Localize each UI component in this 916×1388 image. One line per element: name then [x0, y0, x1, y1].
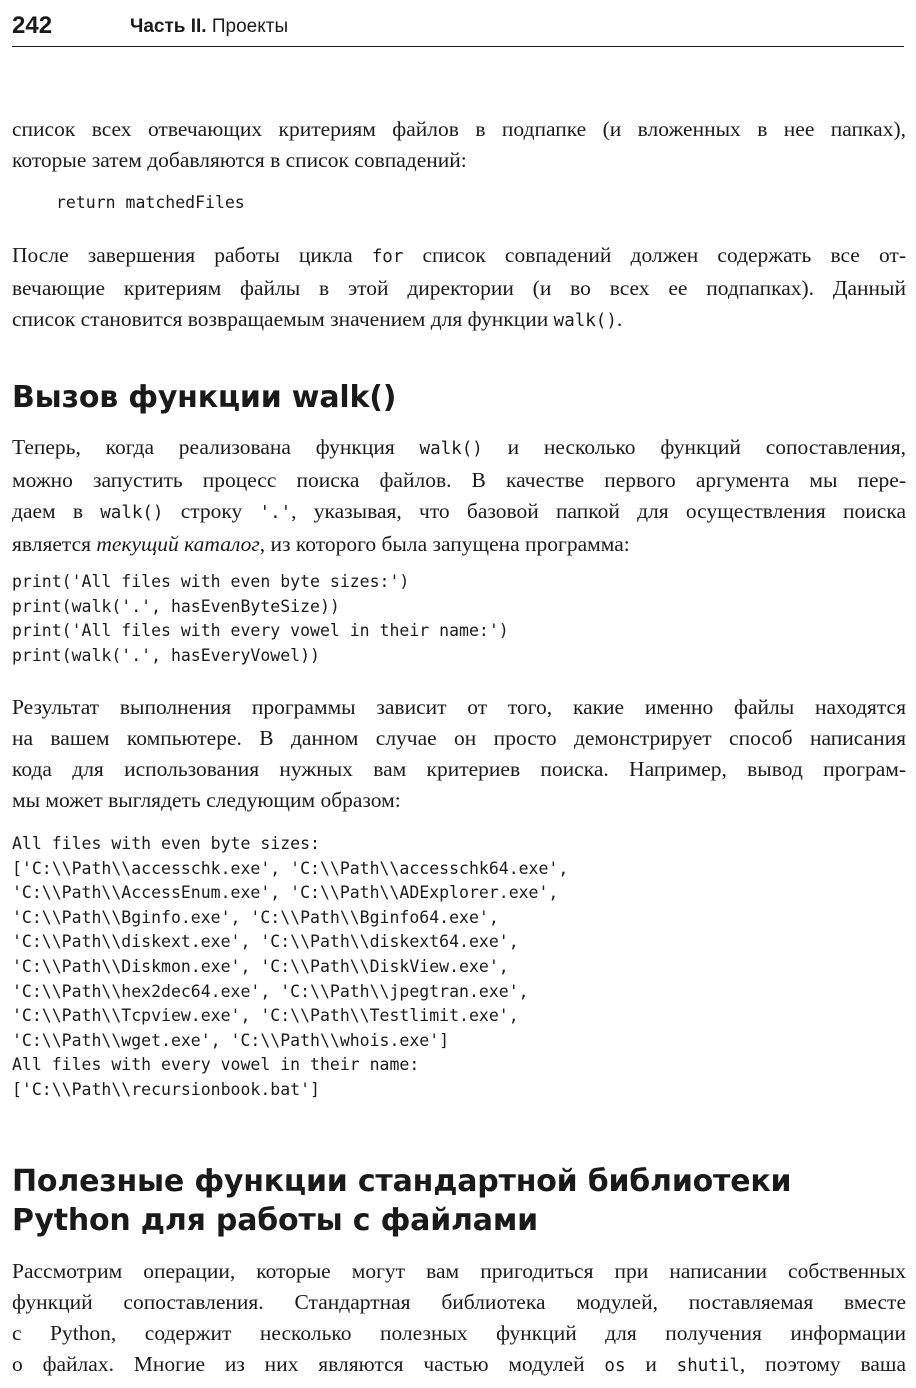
paragraph-line: вечающие критериям файлы в этой директории (и во всех ее подпапках). Данный: [12, 276, 906, 300]
code-line: 'C:\\Path\\Bginfo.exe', 'C:\\Path\\Bginfo64.exe',: [12, 907, 499, 927]
code-line: print(walk('.', hasEvenByteSize)): [12, 596, 340, 616]
part-label: [130, 16, 288, 38]
paragraph-line: является текущий каталог, из которого была запущена программа:: [12, 532, 630, 556]
paragraph-line: Результат выполнения программы зависит от того, какие именно файлы находятся: [12, 695, 906, 719]
paragraph-line: на вашем компьютере. В данном случае он просто демонстрирует способ написания: [12, 726, 906, 750]
paragraph-useful: [12, 1256, 906, 1382]
intro-paragraph: [12, 114, 906, 176]
paragraph-line: даем в walk() строку '.', указывая, что базовой папкой для осуществления поиска: [12, 499, 906, 523]
inline-code: os: [604, 1356, 626, 1376]
code-line: 'C:\\Path\\Diskmon.exe', 'C:\\Path\\DiskView.exe',: [12, 956, 509, 976]
code-output-block: [12, 832, 568, 1103]
code-line: print('All files with every vowel in their name:'): [12, 621, 509, 641]
inline-code: walk(): [419, 439, 483, 459]
inline-code: for: [371, 247, 404, 267]
code-line: All files with every vowel in their name:: [12, 1055, 420, 1075]
inline-code: walk(): [553, 311, 617, 331]
page-number: 242: [12, 12, 53, 39]
code-line: return matchedFiles: [56, 193, 245, 212]
paragraph-line: Рассмотрим операции, которые могут вам пригодиться при написании собственных: [12, 1259, 906, 1283]
inline-code: shutil: [676, 1356, 740, 1376]
running-header: [12, 12, 904, 47]
paragraph-after-loop: [12, 240, 906, 337]
part-label-title: Проекты: [206, 16, 289, 37]
code-line: 'C:\\Path\\AccessEnum.exe', 'C:\\Path\\ADExplorer.exe',: [12, 883, 559, 903]
code-line: 'C:\\Path\\wget.exe', 'C:\\Path\\whois.exe']: [12, 1030, 450, 1050]
inline-code: walk(): [100, 503, 164, 523]
code-line: 'C:\\Path\\diskext.exe', 'C:\\Path\\diskext64.exe',: [12, 932, 519, 952]
heading-line: Полезные функции стандартной библиотеки: [12, 1164, 792, 1199]
intro-line-2: которые затем добавляются в список совпадений:: [12, 148, 467, 172]
paragraph-line: функций сопоставления. Стандартная библиотека модулей, поставляемая вместе: [12, 1290, 906, 1314]
code-line: ['C:\\Path\\accesschk.exe', 'C:\\Path\\accesschk64.exe',: [12, 858, 569, 878]
code-line: 'C:\\Path\\Tcpview.exe', 'C:\\Path\\Testlimit.exe',: [12, 1006, 519, 1026]
code-line: ['C:\\Path\\recursionbook.bat']: [12, 1079, 320, 1099]
paragraph-line: После завершения работы цикла for список совпадений должен содержать все от-: [12, 243, 906, 267]
code-return: [56, 191, 245, 216]
code-line: print(walk('.', hasEveryVowel)): [12, 645, 320, 665]
inline-code: '.': [259, 503, 292, 523]
intro-line-1: список всех отвечающих критериям файлов в подпапке (и вложенных в нее папках),: [12, 117, 906, 141]
section-heading-walk: Вызов функции walk(): [12, 380, 397, 415]
paragraph-result: [12, 692, 906, 816]
code-line: print('All files with even byte sizes:'): [12, 572, 410, 591]
paragraph-line: мы может выглядеть следующим образом:: [12, 788, 401, 812]
heading-line: Python для работы с файлами: [12, 1203, 538, 1238]
section-heading-useful-functions: [12, 1162, 906, 1240]
paragraph-line: можно запустить процесс поиска файлов. В качестве первого аргумента мы пере-: [12, 468, 906, 492]
code-print-block: [12, 570, 509, 668]
emphasis: текущий каталог: [96, 532, 260, 556]
part-label-bold: Часть II.: [130, 16, 207, 37]
paragraph-line: кода для использования нужных вам критериев поиска. Например, вывод програм-: [12, 757, 906, 781]
code-line: 'C:\\Path\\hex2dec64.exe', 'C:\\Path\\jpegtran.exe',: [12, 981, 529, 1001]
paragraph-walk: [12, 432, 906, 560]
paragraph-line: о файлах. Многие из них являются частью модулей os и shutil, поэтому ваша: [12, 1352, 906, 1376]
paragraph-line: с Python, содержит несколько полезных функций для получения информации: [12, 1321, 906, 1345]
paragraph-line: список становится возвращаемым значением для функции walk().: [12, 307, 623, 331]
code-line: All files with even byte sizes:: [12, 834, 320, 853]
paragraph-line: Теперь, когда реализована функция walk() и несколько функций сопоставления,: [12, 435, 906, 459]
